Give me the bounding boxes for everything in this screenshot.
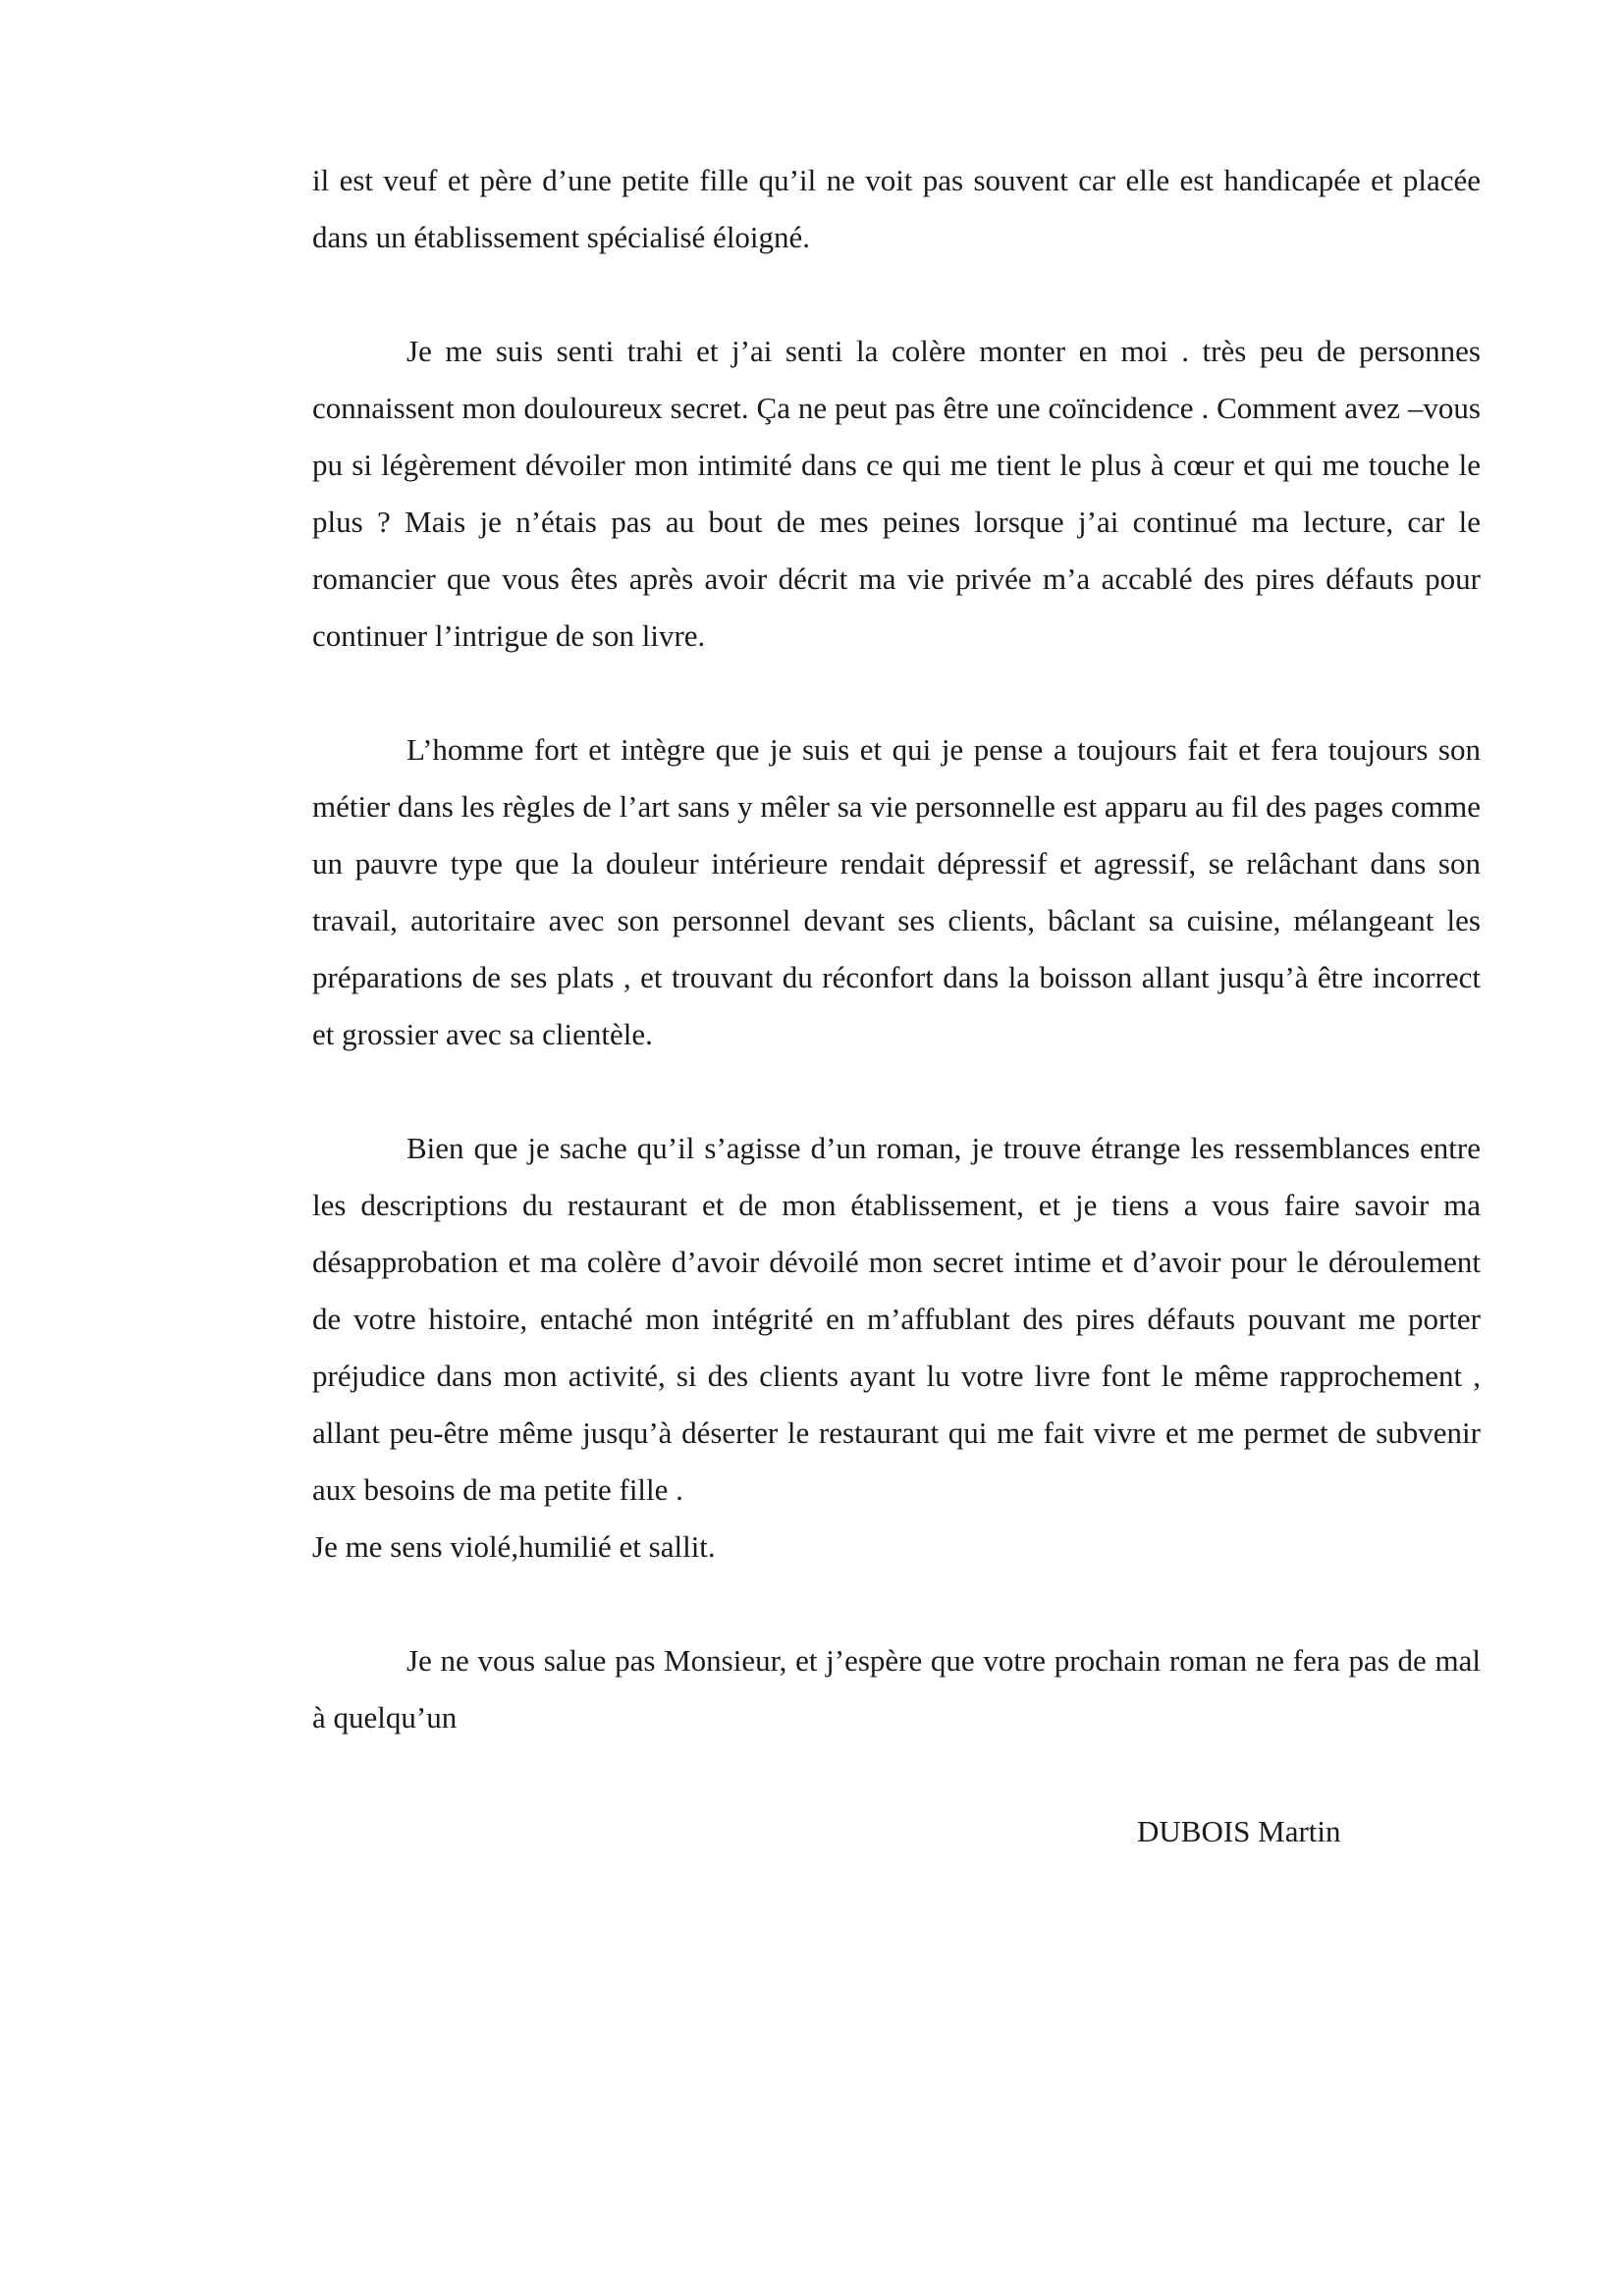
signature: DUBOIS Martin: [1137, 1814, 1341, 1848]
paragraph-disapproval: Bien que je sache qu’il s’agisse d’un roman, je trouve étrange les ressemblances entre les descriptions du restaurant et de mon établissement, et je tiens a vous faire savoir ma désapprobation et ma colère d’avoir dévoilé mon secret intime et d’avoir pour le déroulement de votre histoire, entaché mon intégrité en m’affublant des pires défauts pouvant me porter préjudice dans mon activité, si des clients ayant lu votre livre font le même rapprochement , allant peu-être même jusqu’à déserter le restaurant qui me fait vivre et me permet de subvenir aux besoins de ma petite fille .: [312, 1131, 1481, 1507]
letter-body: [312, 152, 1481, 1860]
paragraph-closing: Je ne vous salue pas Monsieur, et j’espère que votre prochain roman ne fera pas de mal à quelqu’un: [312, 1643, 1481, 1735]
signature-row: [312, 1803, 1481, 1860]
paragraph-character-description: L’homme fort et intègre que je suis et qui je pense a toujours fait et fera toujours son métier dans les règles de l’art sans y mêler sa vie personnelle est apparu au fil des pages comme un pauvre type que la douleur intérieure rendait dépressif et agressif, se relâchant dans son travail, autoritaire avec son personnel devant ses clients, bâclant sa cuisine, mélangeant les préparations de ses plats , et trouvant du réconfort dans la boisson allant jusqu’à être incorrect et grossier avec sa clientèle.: [312, 732, 1481, 1051]
paragraph-betrayal: Je me suis senti trahi et j’ai senti la colère monter en moi . très peu de personnes connaissent mon douloureux secret. Ça ne peut pas être une coïncidence . Comment avez –vous pu si légèrement dévoiler mon intimité dans ce qui me tient le plus à cœur et qui me touche le plus ? Mais je n’étais pas au bout de mes peines lorsque j’ai continué ma lecture, car le romancier que vous êtes après avoir décrit ma vie privée m’a accablé des pires défauts pour continuer l’intrigue de son livre.: [312, 334, 1481, 653]
paragraph-feelings: Je me sens violé,humilié et sallit.: [312, 1529, 716, 1564]
paragraph-continuation: il est veuf et père d’une petite fille qu’il ne voit pas souvent car elle est handicapée et placée dans un établissement spécialisé éloigné.: [312, 163, 1481, 254]
